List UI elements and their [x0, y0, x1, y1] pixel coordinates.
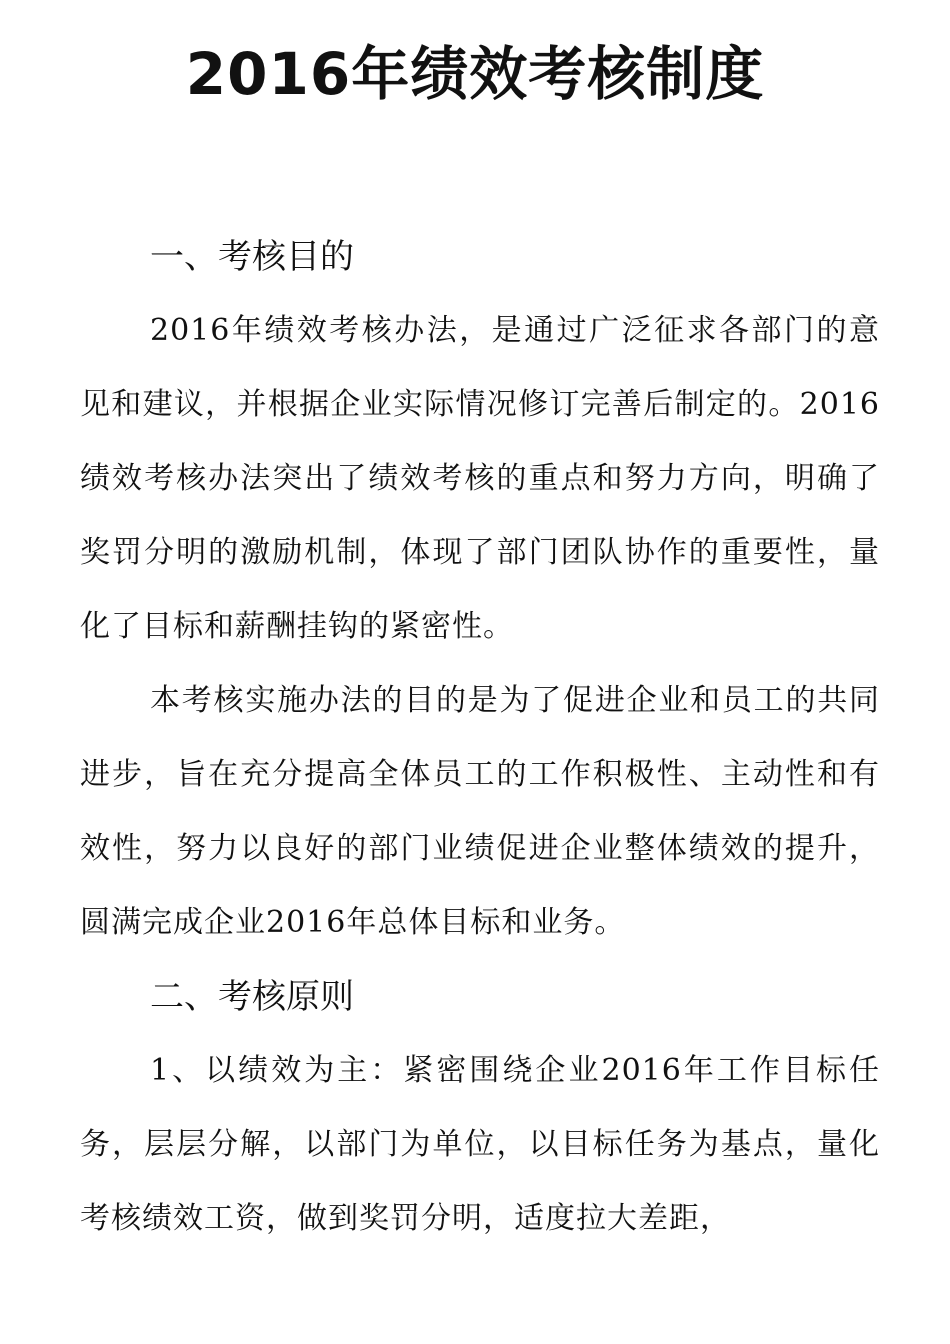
- paragraph-purpose-2: 本考核实施办法的目的是为了促进企业和员工的共同进步，旨在充分提高全体员工的工作积极性、主动性和有效性，努力以良好的部门业绩促进企业整体绩效的提升，圆满完成企业2016年总体目标和业务。: [80, 683, 880, 940]
- section-assessment-purpose: [80, 220, 880, 960]
- document-body: [80, 220, 880, 1256]
- section-heading-purpose: 一、考核目的: [150, 237, 354, 277]
- section-assessment-principles: [80, 960, 880, 1256]
- section-heading-principles: 二、考核原则: [150, 977, 354, 1017]
- paragraph-principles-1: 1、以绩效为主：紧密围绕企业2016年工作目标任务，层层分解，以部门为单位，以目标任务为基点，量化考核绩效工资，做到奖罚分明，适度拉大差距，: [80, 1053, 880, 1236]
- document-title: 2016年绩效考核制度: [185, 40, 765, 108]
- paragraph-purpose-1: 2016年绩效考核办法，是通过广泛征求各部门的意见和建议，并根据企业实际情况修订完善后制定的。2016绩效考核办法突出了绩效考核的重点和努力方向，明确了奖罚分明的激励机制，体现了部门团队协作的重要性，量化了目标和薪酬挂钩的紧密性。: [80, 313, 880, 644]
